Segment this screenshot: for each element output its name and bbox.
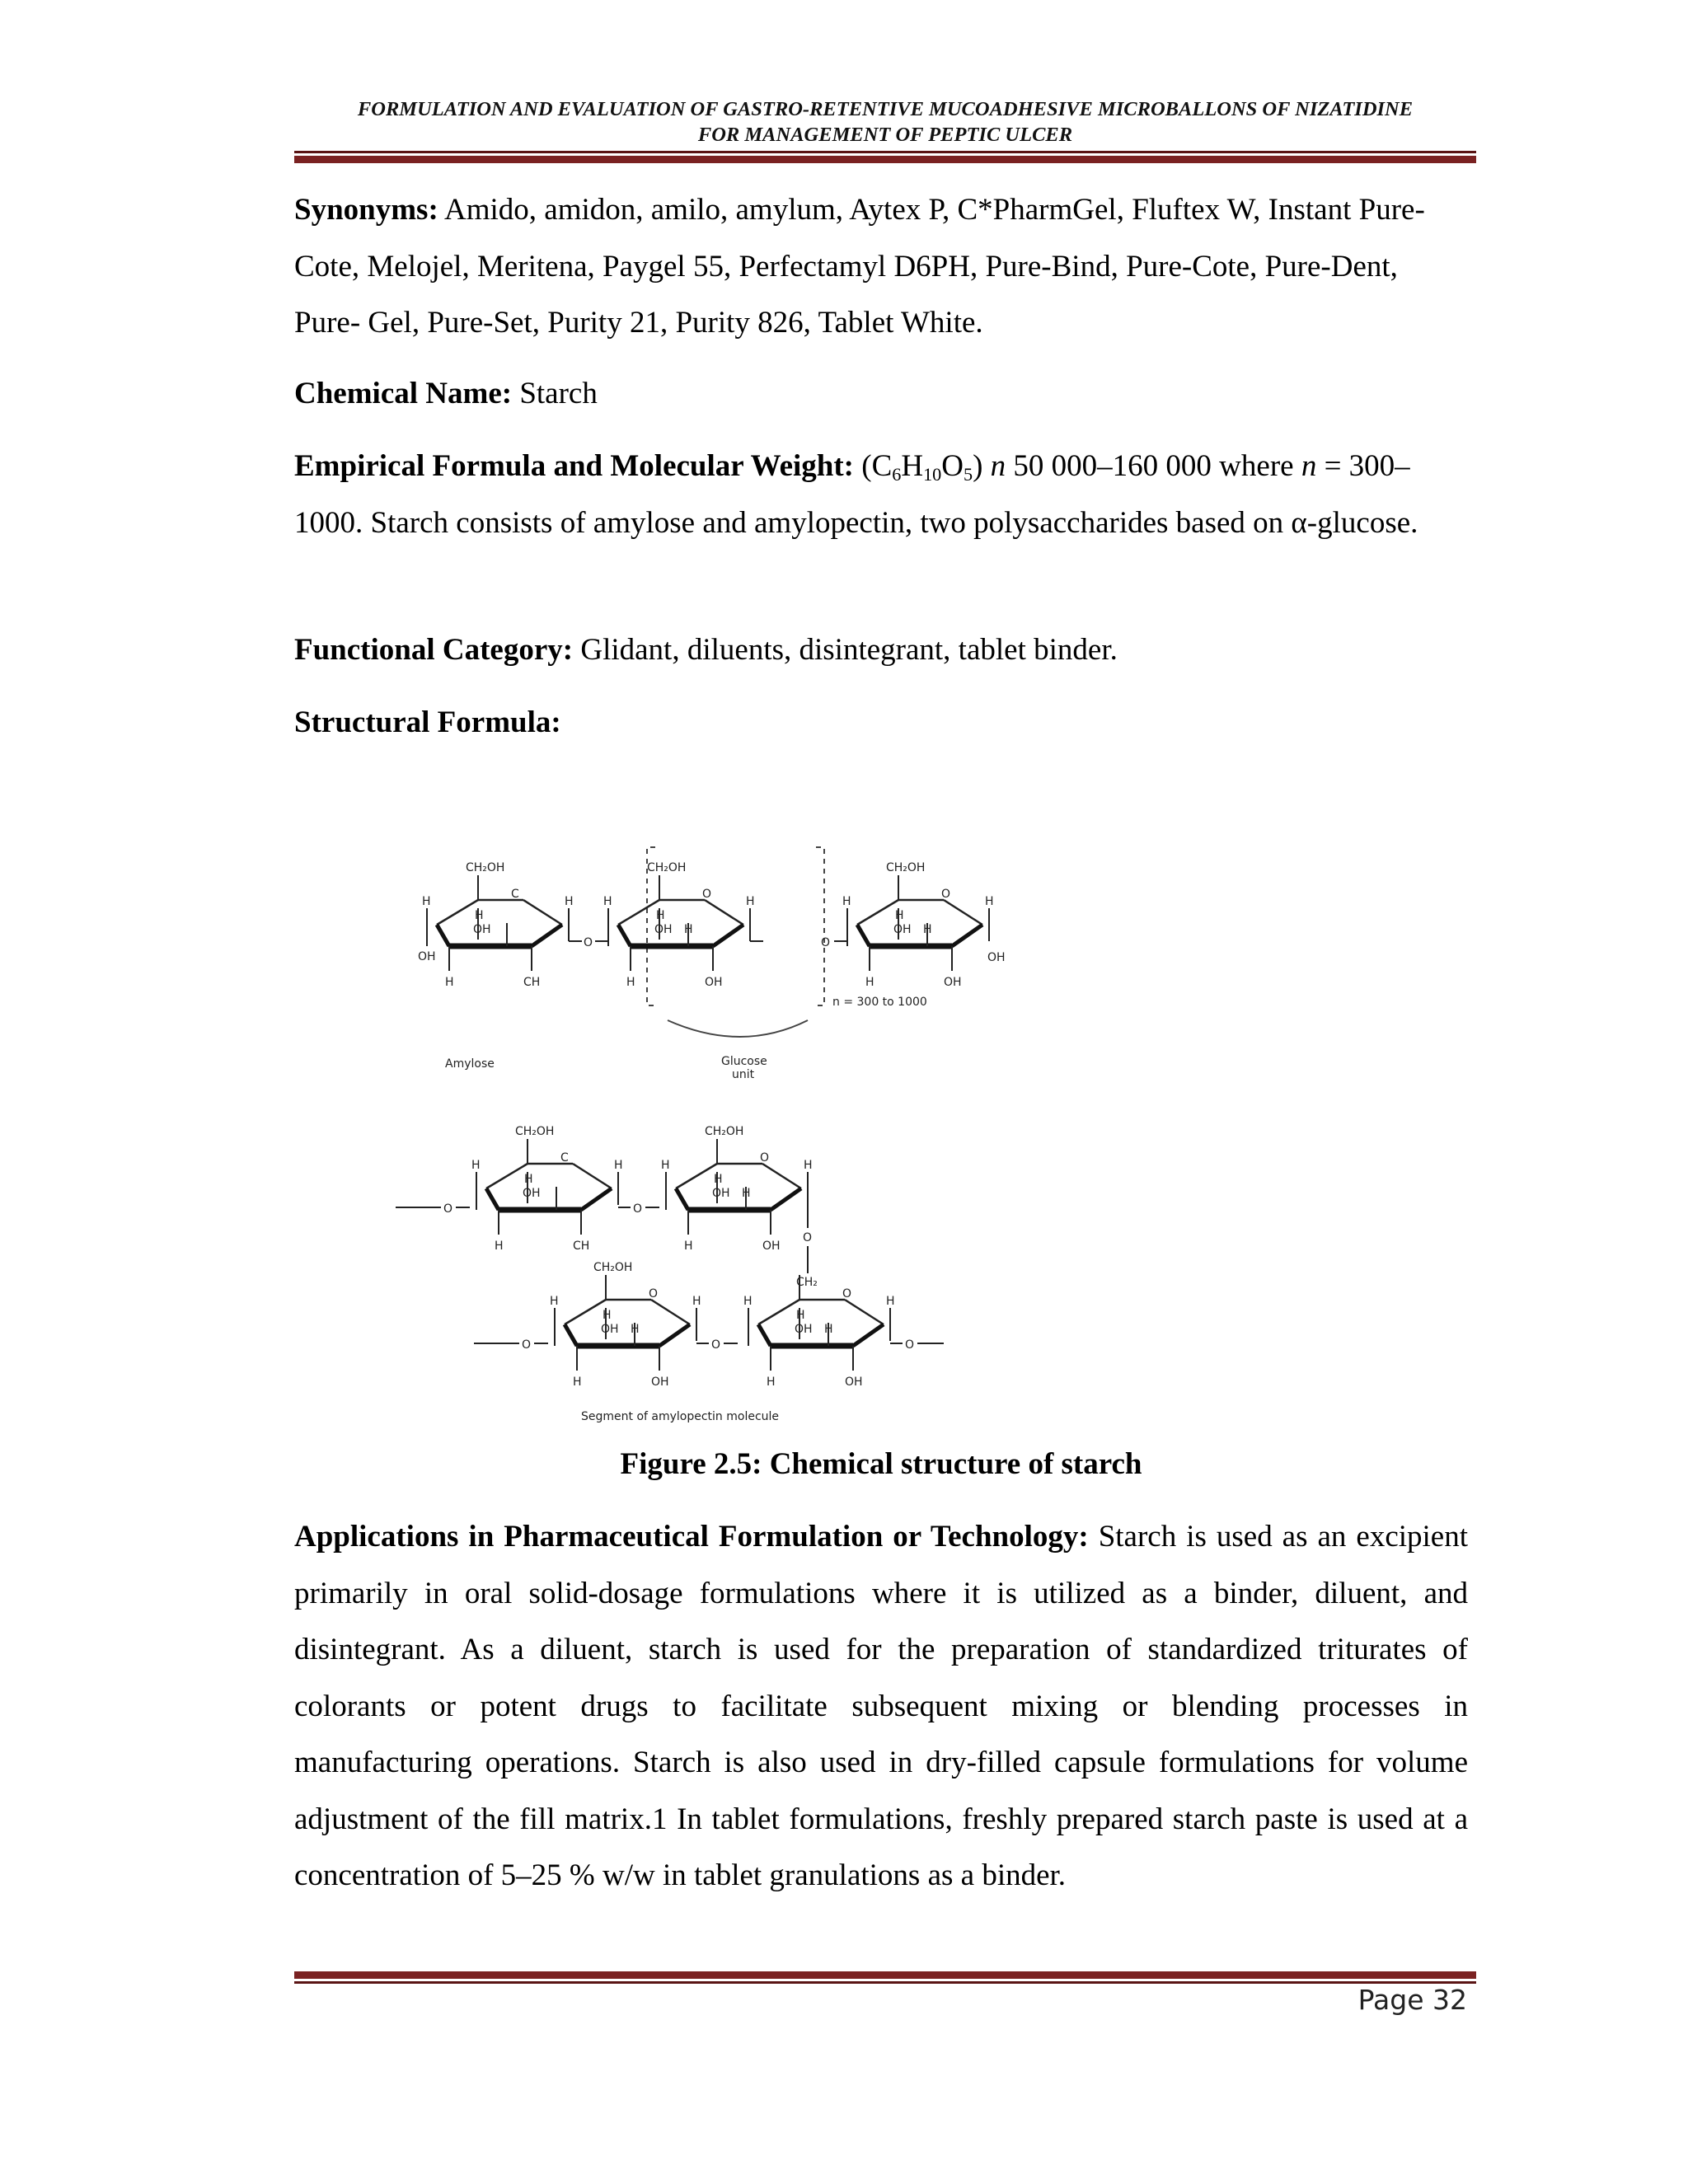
ring-label: CH₂OH [705, 1125, 744, 1138]
ring-label: H [603, 895, 612, 908]
ring-label: OH [845, 1376, 863, 1389]
starch-structure-figure [396, 841, 1385, 1434]
ring-label: OH [601, 1323, 619, 1336]
glycosidic-oxygen: O [522, 1338, 532, 1352]
ring-label: H [684, 923, 693, 936]
ring-label: H [886, 1295, 895, 1308]
applications-paragraph [294, 1509, 1468, 1905]
ring-label: H [661, 1159, 670, 1172]
ring-label: OH [795, 1323, 813, 1336]
ring-label: H [495, 1240, 504, 1253]
chemical-name-paragraph [294, 366, 1468, 423]
functional-category-label: Functional Category: [294, 633, 574, 667]
ring-label: CH₂OH [593, 1261, 633, 1274]
synonyms-paragraph [294, 182, 1468, 352]
ring-label: CH [573, 1240, 590, 1253]
glycosidic-oxygen: O [905, 1338, 915, 1352]
glycosidic-oxygen: O [821, 936, 831, 949]
ring-label: CH₂OH [466, 861, 505, 874]
glycosidic-oxygen: O [584, 936, 593, 949]
ring-label: H [475, 909, 484, 922]
applications-label: Applications in Pharmaceutical Formulation or Technology: [294, 1520, 1089, 1554]
formula-part: (C [854, 449, 893, 483]
formula-part: O [941, 449, 964, 483]
chemical-name-label: Chemical Name: [294, 377, 513, 410]
ring-label: H [656, 909, 665, 922]
ring-label: H [824, 1323, 833, 1336]
running-header [294, 96, 1476, 148]
ring-label: H [573, 1376, 582, 1389]
ring-label: O [842, 1287, 852, 1301]
ring-label: OH [762, 1240, 781, 1253]
ring-label: H [923, 923, 932, 936]
ring-label: H [524, 1173, 533, 1186]
ring-label: H [714, 1173, 723, 1186]
ring-label: O [649, 1287, 659, 1301]
amylopectin-label: Segment of amylopectin molecule [581, 1410, 780, 1423]
ring-label: H [767, 1376, 776, 1389]
glycosidic-oxygen: O [633, 1202, 643, 1216]
ring-label: O [760, 1151, 770, 1165]
ring-label: OH [473, 923, 491, 936]
ring-label: CH₂ [796, 1276, 818, 1289]
header-line-1: FORMULATION AND EVALUATION OF GASTRO-RETENTIVE MUCOADHESIVE MICROBALLONS OF NIZATIDINE [357, 98, 1414, 120]
ring-label: OH [705, 976, 723, 989]
ring-label: H [445, 976, 454, 989]
ring-label: O [702, 888, 712, 901]
ring-label: H [746, 895, 755, 908]
ring-label: H [865, 976, 874, 989]
ring-label: OH [893, 923, 912, 936]
applications-text: Starch is used as an excipient primarily in oral solid-dosage formulations where it is utilized as a binder, diluent, and disintegrant. As a diluent, starch is used for the preparation of standardized triturates of colorants or potent drugs to facilitate subsequent mixing or blending processes in manufacturing operations. Starch is also used in dry-filled capsule formulations for volume adjustment of the fill matrix.1 In tablet formulations, freshly prepared starch paste is used at a concentration of 5–25 % w/w in tablet granulations as a binder. [294, 1520, 1468, 1892]
synonyms-label: Synonyms: [294, 193, 438, 227]
ring-label: H [692, 1295, 701, 1308]
synonyms-text: Amido, amidon, amilo, amylum, Aytex P, C*PharmGel, Fluftex W, Instant Pure-Cote, Melojel, Meritena, Paygel 55, Perfectamyl D6PH, Pure-Bind, Pure-Cote, Pure-Dent, Pure- Gel, Pure-Set, Purity 21, Purity 826, Tablet White. [294, 193, 1425, 340]
ring-label: CH₂OH [647, 861, 687, 874]
structural-formula-heading [294, 695, 1468, 752]
ring-label: C [560, 1151, 569, 1165]
header-rule [294, 151, 1476, 163]
empirical-label: Empirical Formula and Molecular Weight: [294, 449, 854, 483]
ring-label: H [550, 1295, 559, 1308]
ring-label: CH [523, 976, 541, 989]
page-number: Page 32 [1357, 1984, 1467, 2016]
ring-label: OH [712, 1187, 730, 1200]
ring-label: H [743, 1295, 753, 1308]
glucose-unit-label: unit [732, 1068, 755, 1081]
ring-label: H [804, 1159, 813, 1172]
functional-category-paragraph [294, 622, 1468, 679]
formula-part: H [901, 449, 924, 483]
glycosidic-oxygen: O [443, 1202, 453, 1216]
ring-label: H [565, 895, 574, 908]
n-range-label: n = 300 to 1000 [832, 996, 927, 1009]
ring-label: OH [944, 976, 962, 989]
ring-label: OH [418, 950, 436, 963]
n-variable: n [1301, 449, 1317, 483]
ring-label: H [895, 909, 904, 922]
formula-part: ) [973, 449, 991, 483]
ring-label: H [742, 1187, 751, 1200]
ring-label: O [941, 888, 951, 901]
amylose-label: Amylose [445, 1057, 495, 1071]
figure-caption: Figure 2.5: Chemical structure of starch [620, 1447, 1142, 1481]
chemical-name-text: Starch [512, 377, 598, 410]
ring-label: OH [654, 923, 673, 936]
ring-label: H [614, 1159, 623, 1172]
empirical-text: = 300–1000. Starch consists of amylose and amylopectin, two polysaccharides based on α-glucose. [294, 449, 1418, 540]
formula-subscript: 6 [892, 464, 902, 485]
glucose-unit-label: Glucose [721, 1055, 767, 1068]
formula-subscript: 5 [964, 464, 973, 485]
ring-label: CH₂OH [515, 1125, 555, 1138]
glycosidic-oxygen: O [711, 1338, 721, 1352]
ring-label: H [842, 895, 851, 908]
ring-label: OH [987, 951, 1006, 964]
ring-label: C [511, 888, 519, 901]
glycosidic-oxygen: O [803, 1231, 813, 1244]
molecular-weight: 50 000–160 000 where [1006, 449, 1301, 483]
formula-subscript: 10 [923, 464, 942, 485]
structural-formula-label: Structural Formula: [294, 705, 561, 739]
ring-label: H [422, 895, 431, 908]
ring-label: H [684, 1240, 693, 1253]
ring-label: CH₂OH [886, 861, 926, 874]
ring-label: H [796, 1309, 805, 1322]
n-variable: n [990, 449, 1006, 483]
footer-rule [294, 1971, 1476, 1984]
ring-label: OH [651, 1376, 669, 1389]
empirical-formula-paragraph [294, 438, 1468, 551]
ring-label: H [631, 1323, 640, 1336]
ring-label: H [626, 976, 635, 989]
header-line-2: FOR MANAGEMENT OF PEPTIC ULCER [697, 124, 1073, 146]
ring-label: OH [523, 1187, 541, 1200]
functional-category-text: Glidant, diluents, disintegrant, tablet binder. [573, 633, 1118, 667]
ring-label: H [985, 895, 994, 908]
ring-label: H [603, 1309, 612, 1322]
ring-label: H [471, 1159, 481, 1172]
